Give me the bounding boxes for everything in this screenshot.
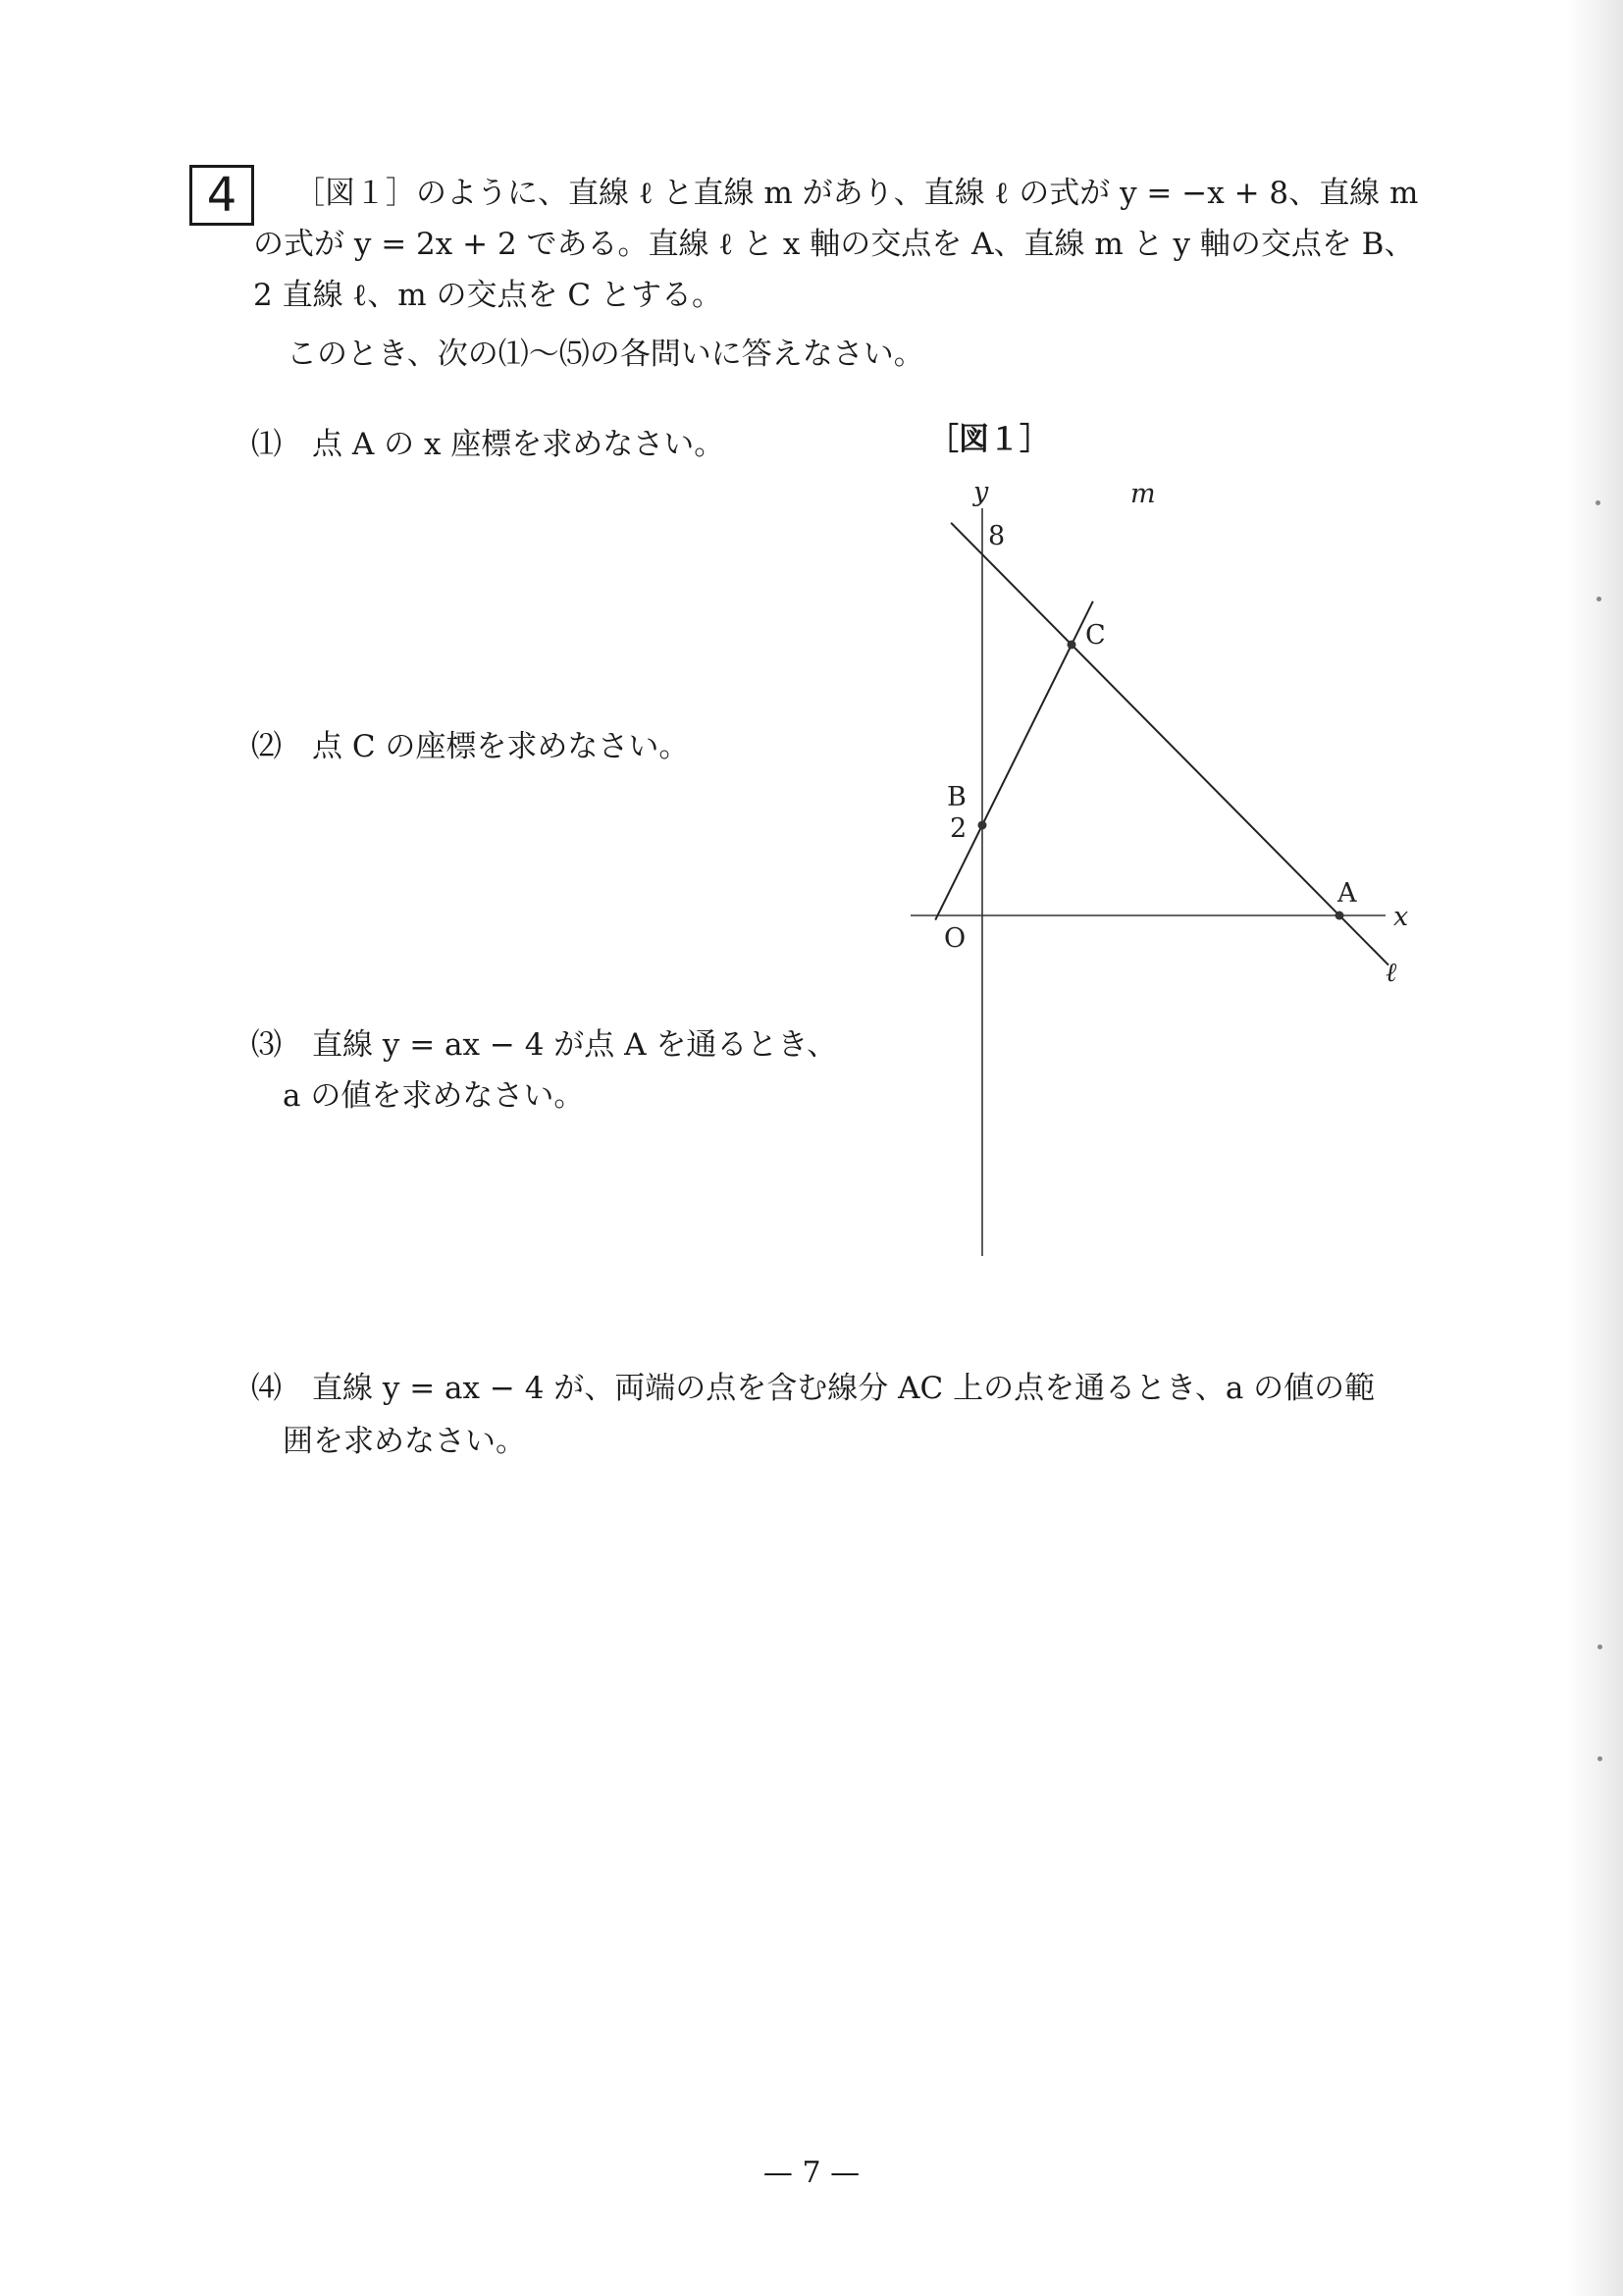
line-m-label: m	[1130, 479, 1156, 509]
question-2-text: 点 C の座標を求めなさい。	[312, 729, 690, 764]
line-l	[951, 523, 1388, 965]
question-1-text: 点 A の x 座標を求めなさい。	[312, 427, 725, 462]
origin-label: O	[944, 923, 967, 954]
point-b-label: B	[947, 782, 967, 812]
point-a-marker	[1335, 912, 1344, 920]
line-l-label: ℓ	[1386, 958, 1397, 988]
x-axis-label: x	[1393, 902, 1409, 932]
problem-intro-line-2: の式が y = 2x + 2 である。直線 ℓ と x 軸の交点を A、直線 m と y 軸の交点を B、	[253, 227, 1415, 262]
figure-title: ［図１］	[928, 422, 1050, 457]
question-3-text-line-1: 直線 y = ax − 4 が点 A を通るとき、	[312, 1027, 838, 1063]
y-axis-label: y	[973, 477, 989, 507]
point-c-marker	[1068, 641, 1076, 650]
problem-intro-line-1: ［図１］のように、直線 ℓ と直線 m があり、直線 ℓ の式が y = −x + 8、直線 m	[294, 176, 1419, 211]
point-c-label: C	[1085, 620, 1106, 651]
question-4-text-line-2: 囲を求めなさい。	[283, 1424, 526, 1459]
line-m	[935, 601, 1093, 920]
question-3-text-line-2: a の値を求めなさい。	[283, 1078, 585, 1114]
question-1-label: ⑴	[251, 427, 282, 462]
page-number: — 7 —	[762, 2156, 861, 2190]
tick-2-label: 2	[950, 813, 968, 844]
point-b-marker	[978, 821, 987, 830]
question-3-label: ⑶	[251, 1027, 282, 1063]
question-2-label: ⑵	[251, 729, 282, 764]
tick-8-label: 8	[988, 521, 1006, 551]
question-4-label: ⑷	[251, 1371, 282, 1406]
problem-number-box: 4	[189, 165, 254, 226]
problem-intro-line-4: このとき、次の⑴〜⑸の各問いに答えなさい。	[287, 337, 924, 372]
question-4-text-line-1: 直線 y = ax − 4 が、両端の点を含む線分 AC 上の点を通るとき、a の値の範	[312, 1371, 1376, 1406]
point-a-label: A	[1337, 878, 1357, 909]
problem-intro-line-3: 2 直線 ℓ、m の交点を C とする。	[253, 278, 722, 313]
